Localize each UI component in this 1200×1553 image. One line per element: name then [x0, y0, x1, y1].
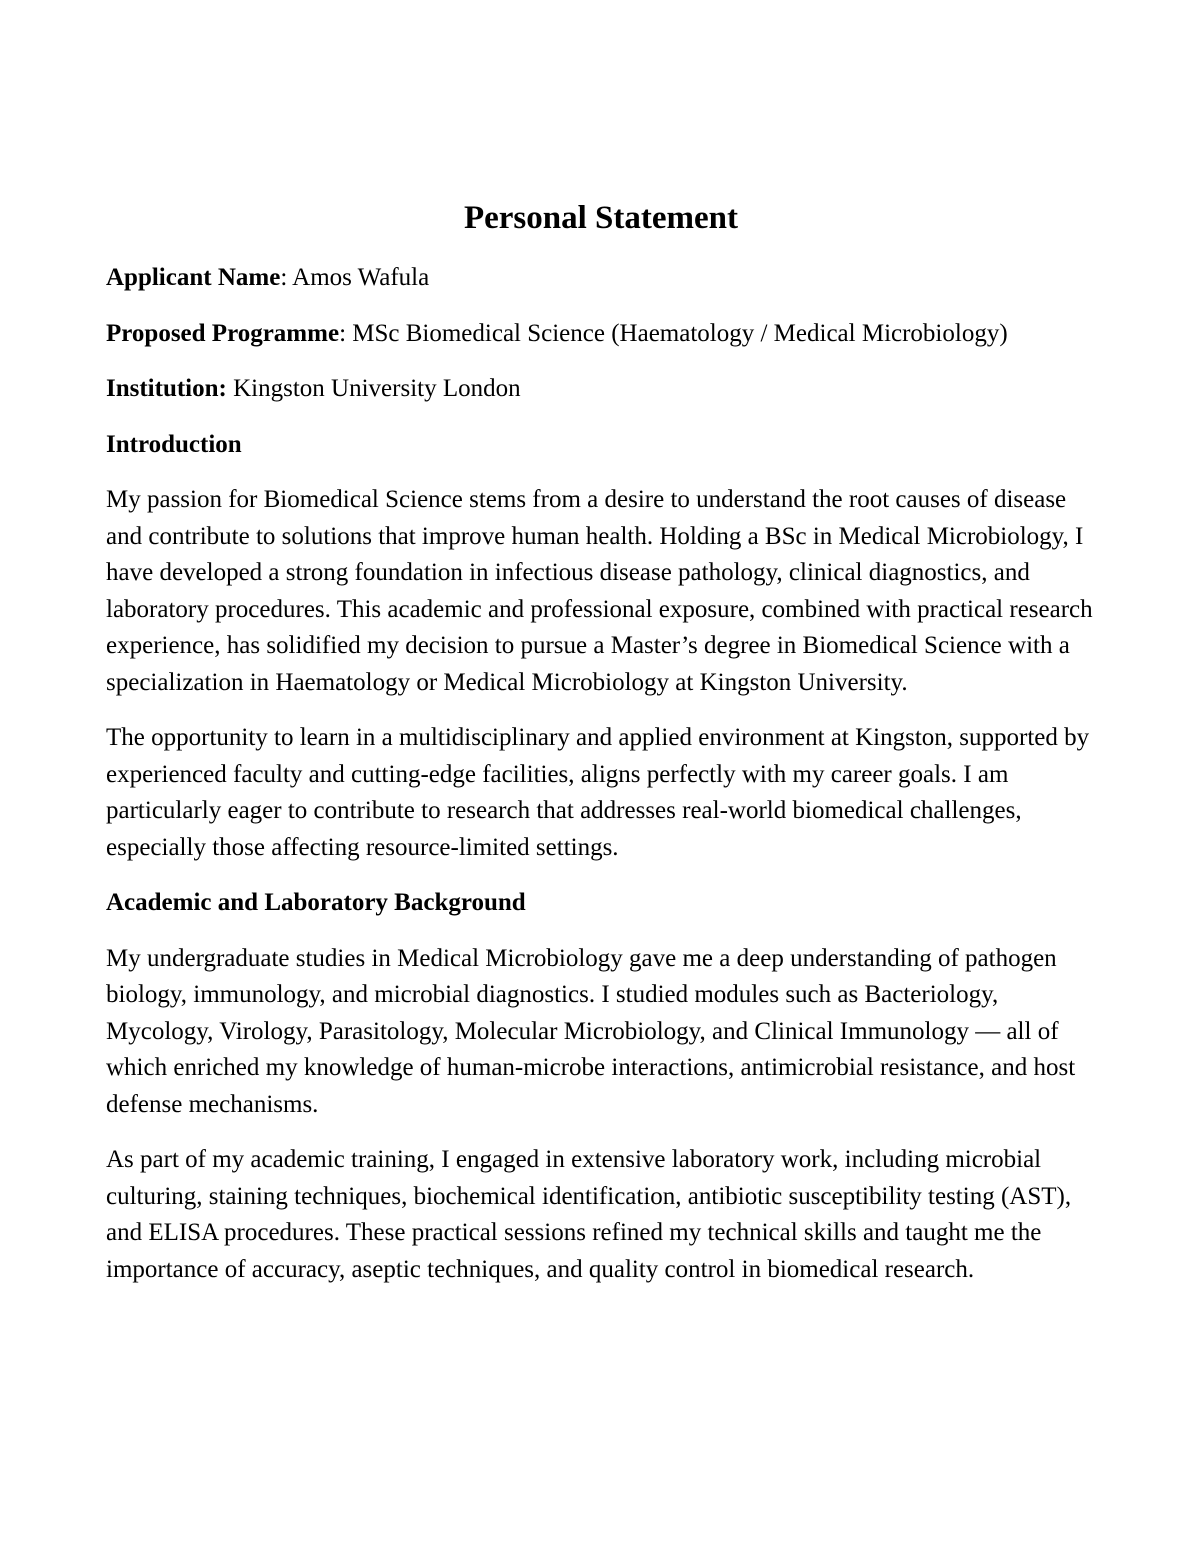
proposed-programme-field	[106, 316, 1096, 353]
academic-background-heading: Academic and Laboratory Background	[106, 889, 526, 916]
introduction-paragraph-2: The opportunity to learn in a multidisciplinary and applied environment at Kingston, supported by experienced faculty and cutting-edge facilities, aligns perfectly with my career goals. I am particularly eager to contribute to research that addresses real-world biomedical challenges, especially those affecting resource-limited settings.	[106, 724, 1090, 861]
proposed-programme-separator: :	[339, 319, 353, 347]
proposed-programme-value: MSc Biomedical Science (Haematology / Medical Microbiology)	[352, 319, 1008, 347]
institution-field	[106, 371, 1096, 408]
institution-label: Institution:	[106, 375, 227, 402]
applicant-name-field	[106, 260, 1096, 297]
academic-background-paragraph-2: As part of my academic training, I engaged in extensive laboratory work, including microbial culturing, staining techniques, biochemical identification, antibiotic susceptibility testing (AST), and ELISA procedures. These practical sessions refined my technical skills and taught me the importance of accuracy, aseptic techniques, and quality control in biomedical research.	[106, 1146, 1072, 1283]
applicant-name-value: Amos Wafula	[292, 264, 430, 291]
proposed-programme-label: Proposed Programme	[106, 319, 340, 347]
academic-background-paragraph-1: My undergraduate studies in Medical Microbiology gave me a deep understanding of pathogen biology, immunology, and microbial diagnostics. I studied modules such as Bacteriology, Mycology, Virology, Parasitology, Molecular Microbiology, and Clinical Immunology — all of which enriched my knowledge of human-microbe interactions, antimicrobial resistance, and host defense mechanisms.	[106, 944, 1076, 1118]
institution-value: Kingston University London	[233, 375, 521, 402]
document-page	[106, 196, 1096, 1307]
introduction-heading: Introduction	[106, 430, 242, 458]
applicant-name-label: Applicant Name	[106, 264, 281, 291]
applicant-name-separator: :	[280, 264, 293, 291]
document-title: Personal Statement	[463, 200, 739, 236]
introduction-paragraph-1: My passion for Biomedical Science stems from a desire to understand the root causes of disease and contribute to solutions that improve human health. Holding a BSc in Medical Microbiology, I have developed a strong foundation in infectious disease pathology, clinical diagnostics, and laboratory procedures. This academic and professional exposure, combined with practical research experience, has solidified my decision to pursue a Master’s degree in Biomedical Science with a specialization in Haematology or Medical Microbiology at Kingston University.	[106, 486, 1093, 696]
